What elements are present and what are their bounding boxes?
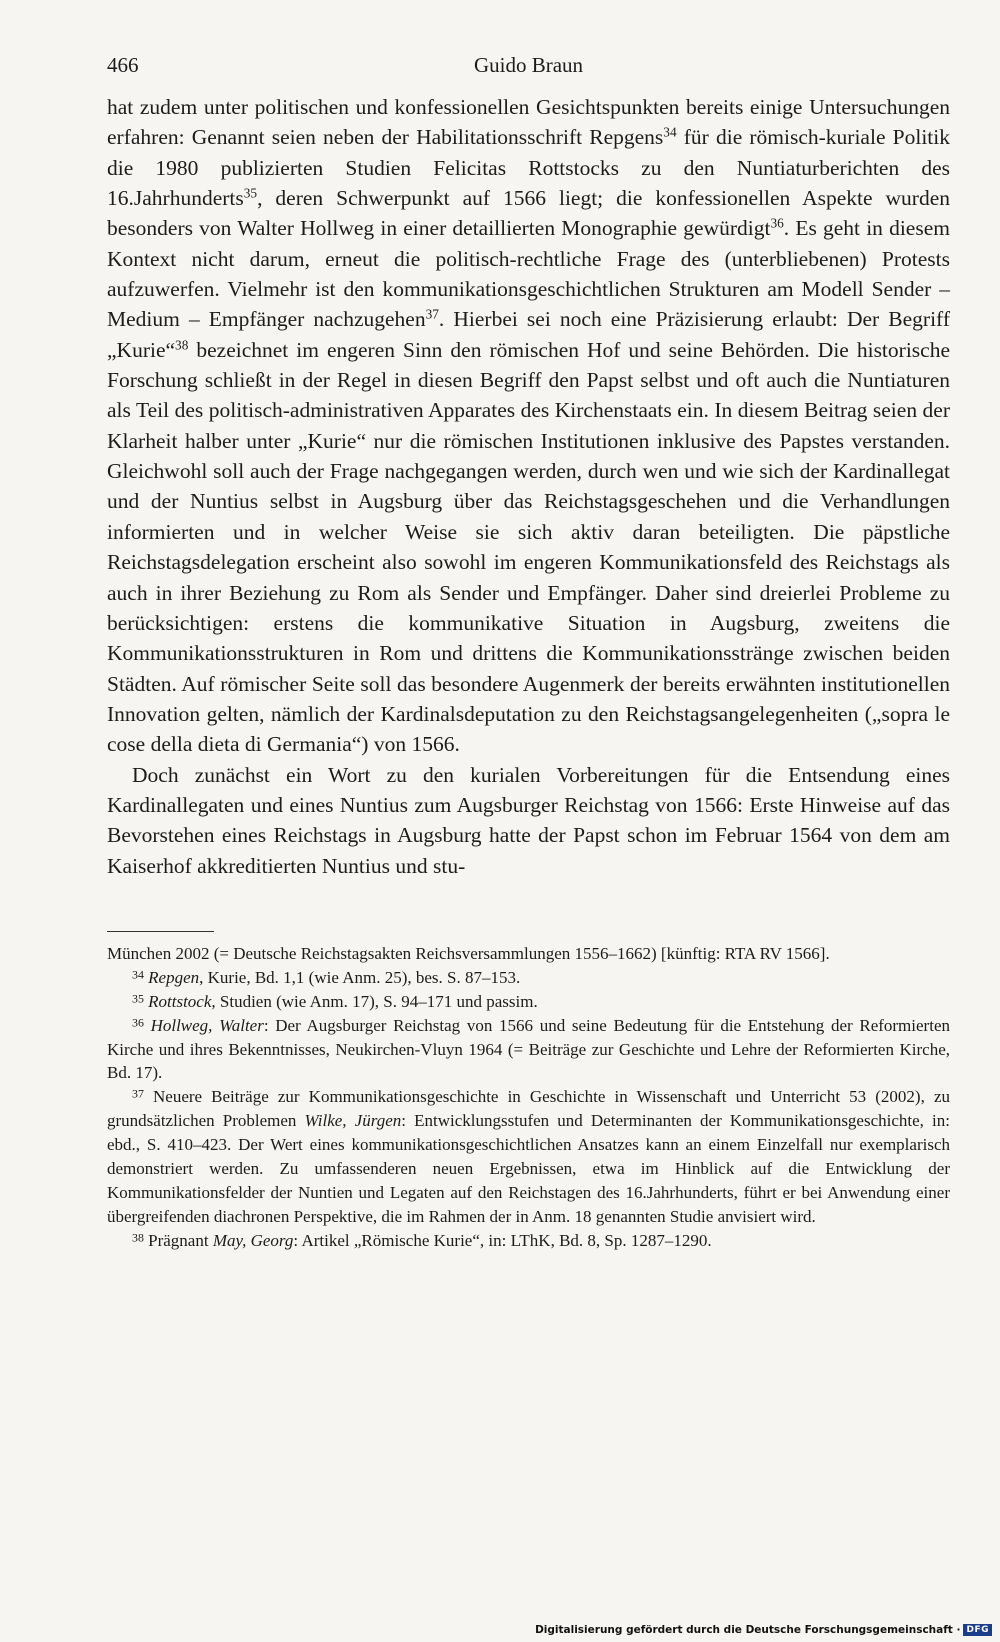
paragraph-1: [107, 92, 950, 760]
running-head: Guido Braun: [473, 53, 584, 77]
footnote-37: [107, 1085, 950, 1228]
footnote-number: 34: [132, 967, 144, 982]
footnote-text: , Studien (wie Anm. 17), S. 94–171 und passim.: [211, 991, 538, 1011]
text-segment: . Es geht in diesem Kontext nicht darum, erneut die politisch-rechtliche Frage des (unterbliebenen) Protests aufzuwerfen. Vielmehr ist den kommunikationsgeschichtlichen Strukturen am Modell Sender – Medium – Empfänger nachzugehen: [107, 216, 950, 332]
text-segment: , deren Schwerpunkt auf 1566 liegt; die konfessionellen Aspekte wurden besonders von Walter Hollweg in einer detaillierten Monographie gewürdigt: [107, 186, 950, 241]
footnote-author: Hollweg, Walter: [150, 1015, 264, 1035]
footnote-author: May, Georg: [212, 1230, 294, 1250]
text-segment: für die römisch-kuriale Politik die 1980 publizierten Studien Felicitas Rottstocks zu den Nuntiaturberichten des 16.Jahrhunderts: [107, 125, 950, 211]
footnote-separator: [107, 931, 214, 932]
page-number: 466: [107, 53, 139, 77]
footnotes: [107, 942, 950, 1253]
footnote-number: 35: [132, 991, 144, 1005]
footnote-number: 36: [132, 1014, 144, 1029]
page-header: [107, 48, 950, 82]
book-page: [107, 48, 950, 1253]
text-segment: hat zudem unter politischen und konfessionellen Gesichtspunkten bereits einige Untersuchungen erfahren: Genannt seien neben der Habilitationsschrift Repgens: [107, 95, 950, 150]
dfg-logo: DFG: [963, 1624, 992, 1636]
credit-text: Digitalisierung gefördert durch die Deutsche Forschungsgemeinschaft ·: [535, 1624, 961, 1636]
footnote-ref[interactable]: 35: [243, 185, 258, 201]
main-text: [107, 92, 950, 881]
footnote-text: : Entwicklungsstufen und Determinanten der Kommunikationsgeschichte, in: ebd., S. 410–423. Der Wert eines kommunikationsgeschichtlichen Ansatzes kann an einem Einzelfall nur exemplarisch demonstriert werden. Zu umfassenderen neuen Ergebnissen, etwa im Hinblick auf die Entwicklung der Kommunikationsfelder der Nuntien und Legaten auf den Reichstagen des 16.Jahrhunderts, führt er bei Anwendung einer übergreifenden diachronen Perspektive, die im Rahmen der in Anm. 18 genannten Studie anvisiert wird.: [107, 1111, 950, 1226]
footnote-author: Repgen: [148, 967, 200, 987]
footnote-text: Prägnant: [143, 1230, 213, 1250]
footnote-text: , Kurie, Bd. 1,1 (wie Anm. 25), bes. S. 87–153.: [199, 967, 521, 987]
footnote-38: [107, 1229, 950, 1253]
paragraph-2: Doch zunächst ein Wort zu den kurialen Vorbereitungen für die Entsendung eines Kardinallegaten und eines Nuntius zum Augsburger Reichstag von 1566: Erste Hinweise auf das Bevorstehen eines Reichstags in Augsburg hatte der Papst schon im Februar 1564 von dem am Kaiserhof akkreditierten Nuntius und stu-: [107, 762, 950, 878]
footnote-ref[interactable]: 34: [663, 125, 677, 141]
text-segment: bezeichnet im engeren Sinn den römischen Hof und seine Behörden. Die historische Forschung schließt in der Regel in diesen Begriff den Papst selbst und oft auch die Nuntiaturen als Teil des politisch-administrativen Apparates des Kirchenstaats ein. In diesem Beitrag seien der Klarheit halber unter „Kurie“ nur die römischen Institutionen inklusive des Papstes verstanden. Gleichwohl soll auch der Frage nachgegangen werden, durch wen und wie sich der Kardinallegat und der Nuntius selbst in Augsburg über das Reichstagsgeschehen und die Verhandlungen informierten und in welcher Weise sie sich aktiv daran beteiligten. Die päpstliche Reichstagsdelegation erscheint also sowohl im engeren Kommunikationsfeld des Reichstags als auch in ihrer Beziehung zu Rom als Sender und Empfänger. Daher sind dreierlei Probleme zu berücksichtigen: erstens die kommunikative Situation in Augsburg, zweitens die Kommunikationsstrukturen in Rom und drittens die Kommunikationsstränge zwischen beiden Städten. Auf römischer Seite soll das besondere Augenmerk der bereits erwähnten institutionellen Innovation gelten, nämlich der Kardinalsdeputation zu den Reichstagsangelegenheiten („sopra le cose della dieta di Germania“) von 1566.: [107, 337, 950, 757]
footnote-number: 38: [132, 1230, 144, 1245]
footnote-35: [107, 990, 950, 1014]
footnote-text: Neuere Beiträge zur Kommunikationsgeschichte in Geschichte in Wissenschaft und Unterricht 53 (2002), zu grundsätzlichen Problemen: [107, 1087, 950, 1131]
footnote-text: : Artikel „Römische Kurie“, in: LThK, Bd. 8, Sp. 1287–1290.: [293, 1230, 712, 1250]
digitization-credit: [535, 1624, 992, 1636]
footnote-ref[interactable]: 36: [770, 216, 784, 232]
footnote-36: [107, 1014, 950, 1086]
footnote-number: 37: [132, 1086, 144, 1101]
footnote-author: Wilke, Jürgen: [304, 1111, 402, 1131]
footnote-ref[interactable]: 38: [175, 337, 189, 353]
footnote-text: : Der Augsburger Reichstag von 1566 und seine Bedeutung für die Entstehung der Reformierten Kirche und ihres Bekenntnisses, Neukirchen-Vluyn 1964 (= Beiträge zur Geschichte und Lehre der Reformierten Kirche, Bd. 17).: [107, 1015, 950, 1083]
footnote-ref[interactable]: 37: [425, 307, 439, 323]
text-segment: . Hierbei sei noch eine Präzisierung erlaubt: Der Begriff „Kurie“: [107, 307, 950, 362]
footnote-author: Rottstock: [148, 991, 212, 1011]
footnote-continuation: München 2002 (= Deutsche Reichstagsakten Reichsversammlungen 1556–1662) [künftig: RTA RV 1566].: [107, 943, 830, 963]
footnote-34: [107, 966, 950, 990]
